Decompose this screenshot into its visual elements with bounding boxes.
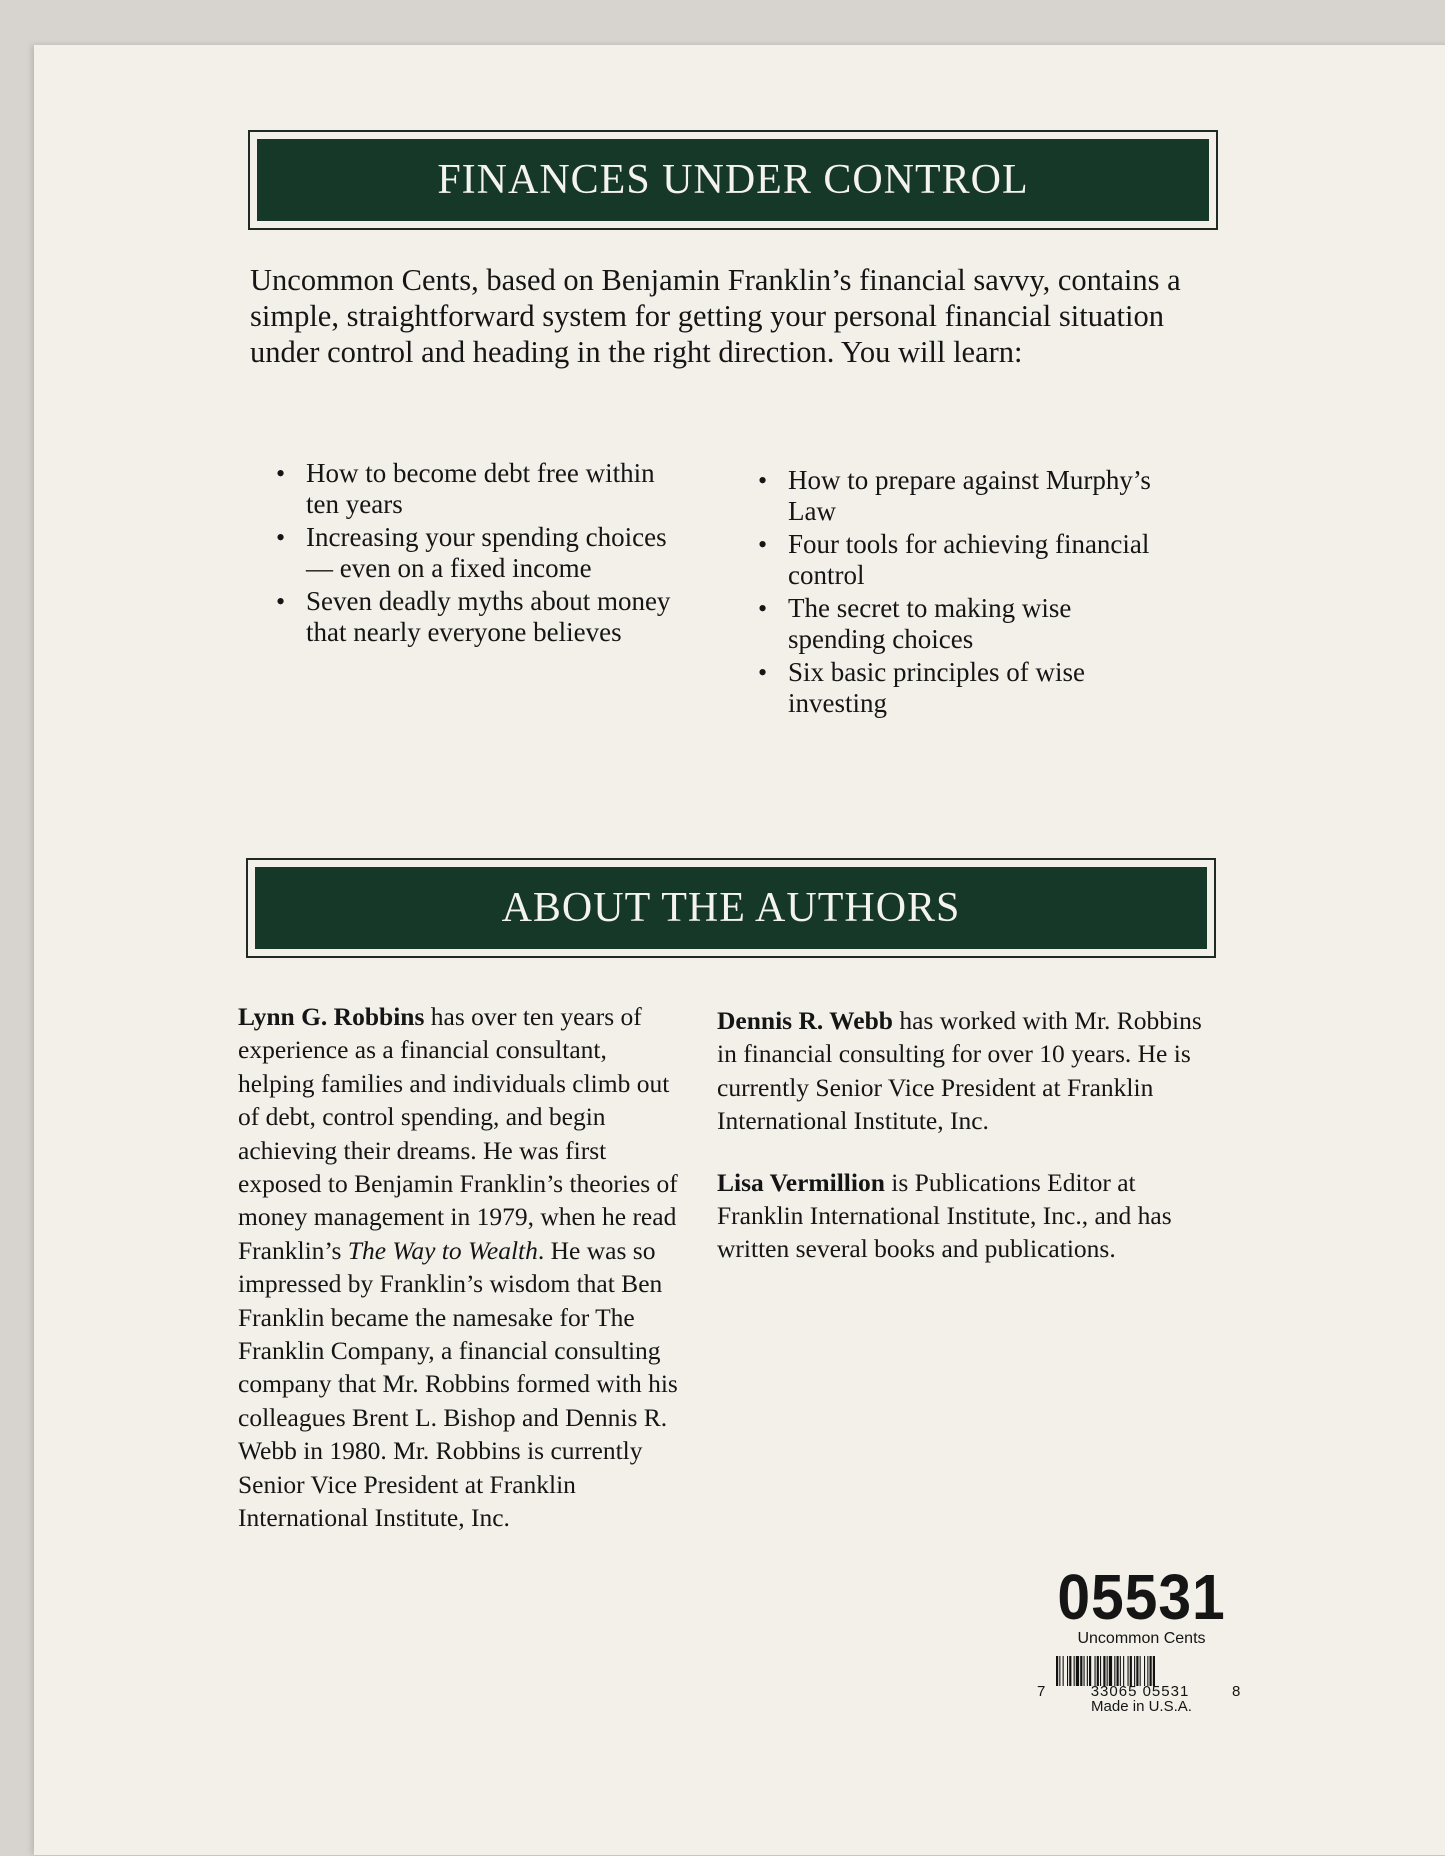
vermillion-bio-text: is Publications Editor at Franklin International Institute, Inc., and has written several books and publications. bbox=[717, 1167, 1172, 1264]
robbins-bio bbox=[238, 1000, 688, 1563]
barcode-digit-first: 7 bbox=[1037, 1683, 1046, 1700]
finances-heading-banner bbox=[248, 130, 1218, 230]
list-item: • Six basic principles of wise investing bbox=[756, 657, 1156, 719]
barcode-title: Uncommon Cents bbox=[1077, 1630, 1206, 1647]
list-item: • Four tools for achieving financial control bbox=[756, 529, 1156, 591]
list-item: • How to become debt free within ten years bbox=[274, 458, 674, 520]
list-item: • Seven deadly myths about money that nearly everyone believes bbox=[274, 586, 674, 648]
item-number: 05531 bbox=[1057, 1561, 1226, 1633]
author-name-webb: Dennis R. Webb bbox=[717, 1006, 893, 1035]
webb-bio-paragraph bbox=[717, 1004, 1217, 1138]
robbins-bio-text-2: . He was so impressed by Franklin’s wisdom that Ben Franklin became the namesake for The Franklin Company, a financial consulting company that Mr. Robbins formed with his colleagues Brent L. Bishop and Dennis R. Webb in 1980. Mr. Robbins is currently Senior Vice President at Franklin International Institute, Inc. bbox=[238, 1235, 678, 1533]
made-in-label: Made in U.S.A. bbox=[1091, 1698, 1192, 1715]
author-name-vermillion: Lisa Vermillion bbox=[717, 1167, 885, 1197]
learning-points-left bbox=[274, 458, 674, 650]
robbins-bio-text-1: has over ten years of experience as a financial consultant, helping families and individuals climb out of debt, control spending, and begin achieving their dreams. He was first exposed to Benjamin Franklin’s theories of money management in 1979, when he read Franklin’s bbox=[238, 1002, 678, 1265]
authors-heading: ABOUT THE AUTHORS bbox=[255, 867, 1207, 949]
barcode-row bbox=[1034, 1656, 1249, 1700]
webb-bio-text: has worked with Mr. Robbins in financial consulting for over 10 years. He is currently Senior Vice President at Franklin International Institute, Inc. bbox=[717, 1006, 1202, 1136]
list-item: • How to prepare against Murphy’s Law bbox=[756, 465, 1156, 527]
finances-heading: FINANCES UNDER CONTROL bbox=[257, 139, 1209, 221]
barcode-digits: 33065 05531 bbox=[1090, 1683, 1190, 1700]
other-author-bios bbox=[717, 1004, 1217, 1294]
intro-paragraph: Uncommon Cents, based on Benjamin Franklin’s financial savvy, contains a simple, straightforward system for getting your personal financial situation under control and heading in the right direction. You will learn: bbox=[250, 263, 1181, 369]
author-name-robbins: Lynn G. Robbins bbox=[238, 1002, 425, 1031]
barcode-digit-last: 8 bbox=[1232, 1683, 1241, 1700]
robbins-bio-paragraph bbox=[238, 1000, 688, 1535]
barcode-bars-icon bbox=[1056, 1656, 1228, 1686]
barcode-label bbox=[1034, 1561, 1249, 1715]
list-item: • Increasing your spending choices— even on a fixed income bbox=[274, 522, 674, 584]
book-title-way-to-wealth: The Way to Wealth bbox=[347, 1235, 538, 1265]
vermillion-bio-paragraph bbox=[717, 1166, 1217, 1266]
authors-heading-banner bbox=[246, 858, 1216, 958]
learning-points-right bbox=[756, 465, 1156, 721]
list-item: • The secret to making wise spending choices bbox=[756, 593, 1156, 655]
